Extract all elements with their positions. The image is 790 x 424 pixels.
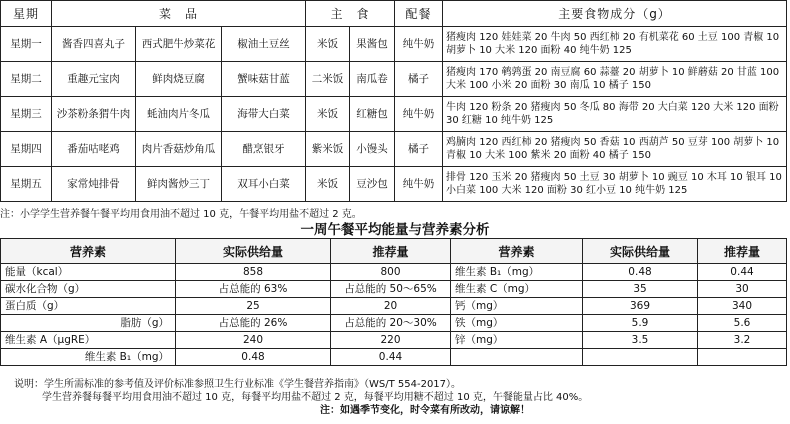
recommended-value: 0.44	[331, 349, 451, 366]
dish-cell: 蟹味菇甘蓝	[222, 62, 306, 97]
nutrient-name: 维生素 A（μgRE）	[1, 332, 176, 349]
nutrient-name: 能量（kcal）	[1, 264, 176, 281]
actual-value: 35	[583, 281, 698, 298]
nutrition-row	[1, 281, 787, 298]
staple-cell: 米饭	[306, 27, 350, 62]
actual-value: 占总能的 26%	[176, 315, 331, 332]
nutrient-name: 钙（mg）	[451, 298, 583, 315]
recommended-value: 20	[331, 298, 451, 315]
day-cell: 星期一	[1, 27, 52, 62]
side-cell: 纯牛奶	[395, 97, 443, 132]
footer-notes	[0, 378, 790, 417]
staple-cell: 米饭	[306, 167, 350, 202]
recommended-value	[698, 349, 787, 366]
nutrient-name: 碳水化合物（g）	[1, 281, 176, 298]
standard-reference-note: 说明：学生所需标准的参考值及评价标准参照卫生行业标准《学生餐营养指南》（WS/T 554-2017）。	[14, 379, 462, 390]
header-actual: 实际供给量	[176, 239, 331, 264]
actual-value: 858	[176, 264, 331, 281]
actual-value	[583, 349, 698, 366]
nutrition-row	[1, 315, 787, 332]
menu-row	[1, 167, 787, 202]
actual-value: 5.9	[583, 315, 698, 332]
staple-cell: 二米饭	[306, 62, 350, 97]
recommended-value: 5.6	[698, 315, 787, 332]
header-side: 配餐	[395, 1, 443, 27]
oil-salt-sugar-note: 学生营养餐每餐平均用食用油不超过 10 克，每餐平均用盐不超过 2 克，每餐平均用糖不超过 10 克，午餐能量占比 40%。	[42, 392, 589, 403]
header-staple: 主 食	[306, 1, 395, 27]
nutrition-row	[1, 349, 787, 366]
side-cell: 橘子	[395, 62, 443, 97]
header-nutrients: 主要食物成分（g）	[443, 1, 787, 27]
day-cell: 星期五	[1, 167, 52, 202]
staple-cell: 红糖包	[350, 97, 395, 132]
weekly-menu-table	[0, 0, 787, 202]
nutrient-name	[451, 349, 583, 366]
nutrients-cell: 猪瘦肉 120 娃娃菜 20 牛肉 50 西红柿 20 有机菜花 60 土豆 100 青椒 10 胡萝卜 10 大米 120 面粉 40 纯牛奶 125	[443, 27, 787, 62]
recommended-value: 3.2	[698, 332, 787, 349]
recommended-value: 0.44	[698, 264, 787, 281]
dish-cell: 鲜肉酱炒三丁	[136, 167, 222, 202]
nutrients-cell: 猪瘦肉 170 鹌鹑蛋 20 南豆腐 60 蒜薹 20 胡萝卜 10 鲜蘑菇 20 甘蓝 100 大米 100 小米 20 面粉 30 南瓜 10 橘子 150	[443, 62, 787, 97]
nutrient-name: 铁（mg）	[451, 315, 583, 332]
menu-row	[1, 97, 787, 132]
staple-cell: 果酱包	[350, 27, 395, 62]
dish-cell: 沙茶粉条猬牛肉	[52, 97, 136, 132]
dish-cell: 海带大白菜	[222, 97, 306, 132]
nutrient-name: 维生素 C（mg）	[451, 281, 583, 298]
staple-cell: 紫米饭	[306, 132, 350, 167]
actual-value: 240	[176, 332, 331, 349]
dish-cell: 蚝油肉片冬瓜	[136, 97, 222, 132]
menu-row	[1, 62, 787, 97]
seasonal-change-note: 注：如遇季节变化，时令菜有所改动，请谅解！	[320, 405, 530, 416]
header-nutrient: 营养素	[1, 239, 176, 264]
dish-cell: 鲜肉烧豆腐	[136, 62, 222, 97]
dish-cell: 肉片香菇炒角瓜	[136, 132, 222, 167]
recommended-value: 340	[698, 298, 787, 315]
side-cell: 橘子	[395, 132, 443, 167]
header-day: 星期	[1, 1, 52, 27]
actual-value: 0.48	[583, 264, 698, 281]
actual-value: 占总能的 63%	[176, 281, 331, 298]
recommended-value: 占总能的 20～30%	[331, 315, 451, 332]
nutrient-name: 维生素 B₁（mg）	[1, 349, 176, 366]
nutrition-row	[1, 332, 787, 349]
nutrient-name: 脂肪（g）	[1, 315, 176, 332]
nutrients-cell: 排骨 120 玉米 20 猪瘦肉 50 土豆 30 胡萝卜 10 豌豆 10 木耳 10 银耳 10 小白菜 100 大米 120 面粉 30 红小豆 10 纯牛奶 125	[443, 167, 787, 202]
recommended-value: 800	[331, 264, 451, 281]
nutrition-analysis-table	[0, 238, 787, 366]
recommended-value: 占总能的 50～65%	[331, 281, 451, 298]
nutrition-header-row	[1, 239, 787, 264]
staple-cell: 豆沙包	[350, 167, 395, 202]
nutrition-table-title: 一周午餐平均能量与营养素分析	[300, 222, 490, 238]
staple-cell: 小馒头	[350, 132, 395, 167]
header-nutrient: 营养素	[451, 239, 583, 264]
menu-header-row	[1, 1, 787, 27]
header-dishes: 菜 品	[52, 1, 306, 27]
menu-row	[1, 27, 787, 62]
side-cell: 纯牛奶	[395, 167, 443, 202]
nutrition-row	[1, 298, 787, 315]
day-cell: 星期三	[1, 97, 52, 132]
recommended-value: 220	[331, 332, 451, 349]
nutrient-name: 维生素 B₁（mg）	[451, 264, 583, 281]
header-recommended: 推荐量	[698, 239, 787, 264]
dish-cell: 双耳小白菜	[222, 167, 306, 202]
dish-cell: 重趣元宝肉	[52, 62, 136, 97]
staple-cell: 米饭	[306, 97, 350, 132]
dish-cell: 酱香四喜丸子	[52, 27, 136, 62]
actual-value: 0.48	[176, 349, 331, 366]
side-cell: 纯牛奶	[395, 27, 443, 62]
nutrient-name: 蛋白质（g）	[1, 298, 176, 315]
nutrient-name: 锌（mg）	[451, 332, 583, 349]
menu-row	[1, 132, 787, 167]
day-cell: 星期二	[1, 62, 52, 97]
recommended-value: 30	[698, 281, 787, 298]
dish-cell: 番茄咕咾鸡	[52, 132, 136, 167]
staple-cell: 南瓜卷	[350, 62, 395, 97]
actual-value: 369	[583, 298, 698, 315]
dish-cell: 西式肥牛炒菜花	[136, 27, 222, 62]
dish-cell: 椒油土豆丝	[222, 27, 306, 62]
nutrients-cell: 牛肉 120 粉条 20 猪瘦肉 50 冬瓜 80 海带 20 大白菜 120 大米 120 面粉 30 红糖 10 纯牛奶 125	[443, 97, 787, 132]
nutrients-cell: 鸡腩肉 120 西红柿 20 猪瘦肉 50 香菇 10 西葫芦 50 豆芽 100 胡萝卜 10 青椒 10 大米 100 紫米 20 面粉 40 橘子 150	[443, 132, 787, 167]
actual-value: 25	[176, 298, 331, 315]
header-actual: 实际供给量	[583, 239, 698, 264]
nutrition-row	[1, 264, 787, 281]
oil-salt-note: 注：小学学生营养餐午餐平均用食用油不超过 10 克，午餐平均用盐不超过 2 克。	[0, 209, 362, 220]
header-recommended: 推荐量	[331, 239, 451, 264]
actual-value: 3.5	[583, 332, 698, 349]
dish-cell: 家常炖排骨	[52, 167, 136, 202]
day-cell: 星期四	[1, 132, 52, 167]
dish-cell: 醋烹银牙	[222, 132, 306, 167]
